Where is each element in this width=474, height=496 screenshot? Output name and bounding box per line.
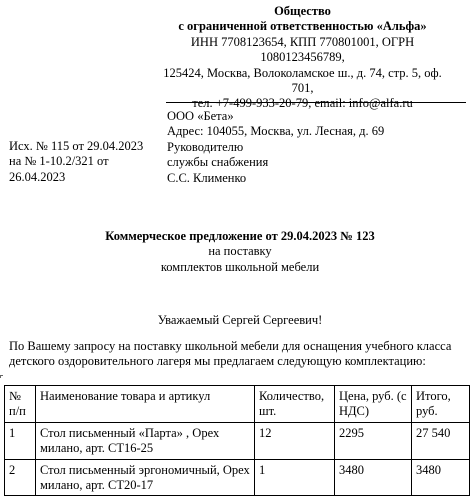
recipient-block — [167, 109, 384, 186]
row-quantity: 1 — [255, 459, 335, 496]
header-quantity: Количество, шт. — [255, 386, 335, 423]
greeting: Уважаемый Сергей Сергеевич! — [157, 313, 323, 327]
items-table — [4, 385, 470, 496]
intro-paragraph — [9, 339, 451, 370]
company-ogrn-line: 1080123456789, — [260, 50, 345, 65]
proposal-subtitle-2: комплектов школьной мебели — [160, 259, 320, 274]
recipient-address: Адрес: 104055, Москва, ул. Лесная, д. 69 — [167, 124, 385, 139]
incoming-reference: на № 1-10.2/321 от — [9, 154, 109, 169]
row-product: Стол письменный «Парта» , Орех милано, арт. СТ16-25 — [36, 422, 255, 459]
row-quantity: 12 — [255, 422, 335, 459]
intro-line-2: детского оздоровительного лагеря мы предлагаем следующую комплектацию: — [9, 354, 426, 369]
company-name-line-1: Общество — [274, 4, 331, 18]
header-price: Цена, руб. (с НДС) — [335, 386, 412, 423]
company-header — [140, 4, 465, 112]
header-number: № п/п — [5, 386, 36, 423]
recipient-position-1: Руководителю — [167, 139, 244, 154]
table-header-row — [5, 386, 470, 423]
text-boundary-marker — [0, 375, 2, 377]
row-price: 3480 — [335, 459, 412, 496]
row-number: 1 — [5, 422, 36, 459]
company-name-line-2: с ограниченной ответственностью «Альфа» — [178, 19, 427, 34]
recipient-company: ООО «Бета» — [167, 109, 234, 123]
company-contacts-line: тел. +7-499-933-20-79, email: info@alfa.ru — [192, 96, 413, 111]
table-row — [5, 422, 470, 459]
table-row — [5, 459, 470, 496]
header-divider — [166, 102, 466, 103]
company-inn-line: ИНН 7708123654, КПП 770801001, ОГРН — [190, 34, 415, 49]
proposal-title: Коммерческое предложение от 29.04.2023 № 123 — [105, 229, 375, 243]
row-product: Стол письменный эргономичный, Орех милано, арт. СТ20-17 — [36, 459, 255, 496]
header-total: Итого, руб. — [412, 386, 470, 423]
row-price: 2295 — [335, 422, 412, 459]
proposal-subtitle-1: на поставку — [208, 244, 272, 259]
header-product-name: Наименование товара и артикул — [36, 386, 255, 423]
outgoing-reference — [9, 139, 143, 185]
company-address-line: 125424, Москва, Волоколамское ш., д. 74, стр. 5, оф. — [163, 65, 442, 80]
recipient-name: С.С. Клименко — [167, 170, 247, 185]
recipient-position-2: службы снабжения — [167, 155, 269, 170]
company-office-line: 701, — [291, 81, 314, 96]
outgoing-number: Исх. № 115 от 29.04.2023 — [9, 139, 144, 153]
incoming-date: 26.04.2023 — [9, 169, 66, 184]
row-number: 2 — [5, 459, 36, 496]
row-total: 27 540 — [412, 422, 470, 459]
intro-line-1: По Вашему запросу на поставку школьной мебели для оснащения учебного класса — [9, 339, 452, 353]
proposal-heading — [60, 229, 420, 275]
row-total: 3480 — [412, 459, 470, 496]
